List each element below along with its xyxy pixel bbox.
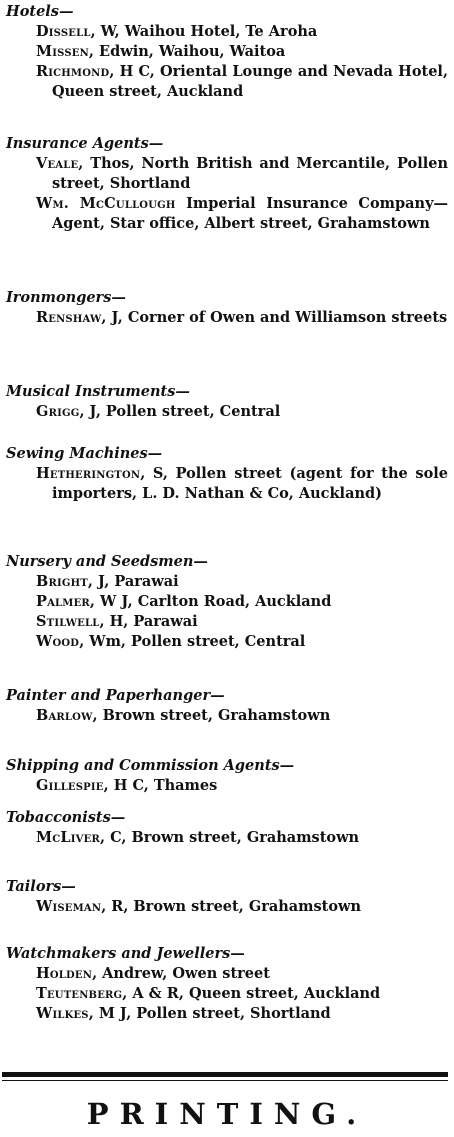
business-details: , Brown street, Grahamstown [92,707,331,724]
listing-entry [12,828,448,848]
business-details: , H C, Thames [103,777,218,794]
section-heading: Tailors— [6,878,76,895]
listing-entry [12,402,448,422]
business-name: Wiseman [36,898,102,915]
business-details: , Thos, North British and Mercantile, Pollen street, Shortland [52,155,448,192]
listing-entry [12,592,448,612]
business-details: , H, Parawai [99,613,198,630]
business-details: , Andrew, Owen street [92,965,270,982]
section-heading: Musical Instruments— [6,383,190,400]
section-heading: Watchmakers and Jewellers— [6,945,245,962]
listing-entry [12,572,448,592]
listing-entry [12,632,448,652]
listing-entry [12,897,448,917]
business-name: Renshaw [36,309,102,326]
section-nursery-seedsmen [6,552,448,652]
listing-entry [12,194,448,234]
business-name: Stilwell [36,613,100,630]
business-details: , Edwin, Waihou, Waitoa [88,43,286,60]
business-details: , Wm, Pollen street, Central [79,633,306,650]
divider-rule-thin [2,1080,448,1081]
section-heading: Insurance Agents— [6,135,164,152]
divider-rule [2,1072,448,1077]
business-name: Wilkes [36,1005,89,1022]
listing-entry [12,984,448,1004]
business-details: , A & R, Queen street, Auckland [122,985,381,1002]
business-details: , C, Brown street, Grahamstown [99,829,360,846]
section-heading: Tobacconists— [6,809,126,826]
listing-entry [12,22,448,42]
business-name: Bright [36,573,88,590]
listing-entry [12,964,448,984]
section-heading: Shipping and Commission Agents— [6,757,295,774]
listing-entry [12,154,448,194]
business-name: Barlow [36,707,93,724]
business-details: Imperial Insurance Company—Agent, Star office, Albert street, Grahamstown [52,195,448,232]
business-name: Wm. McCullough [36,195,176,212]
listing-entry [12,308,448,328]
section-heading: Painter and Paperhanger— [6,687,225,704]
business-details: , W, Waihou Hotel, Te Aroha [90,23,318,40]
business-name: Hetherington [36,465,141,482]
section-heading: Hotels— [6,3,74,20]
business-details: , S, Pollen street (agent for the sole importers, L. D. Nathan & Co, Auckland) [52,465,448,502]
business-details: , M J, Pollen street, Shortland [88,1005,331,1022]
business-name: Teutenberg [36,985,123,1002]
business-name: Missen [36,43,89,60]
listing-entry [12,1004,448,1024]
section-tailors [6,877,448,917]
section-watchmakers [6,944,448,1024]
business-name: McLiver [36,829,100,846]
listing-entry [12,706,448,726]
business-name: Palmer [36,593,90,610]
section-hotels [6,2,448,102]
section-ironmongers [6,288,448,328]
listing-entry [12,62,448,102]
section-shipping [6,756,448,796]
listing-entry [12,42,448,62]
business-name: Dissell [36,23,91,40]
section-heading: Ironmongers— [6,289,126,306]
business-details: , J, Parawai [87,573,179,590]
business-name: Grigg [36,403,80,420]
listing-entry [12,612,448,632]
business-details: , H C, Oriental Lounge and Nevada Hotel, Queen street, Auckland [52,63,448,100]
listing-entry [12,464,448,504]
business-details: , J, Corner of Owen and Williamson streets [101,309,448,326]
section-heading: Nursery and Seedsmen— [6,553,208,570]
business-name: Holden [36,965,93,982]
business-name: Wood [36,633,80,650]
business-name: Veale [36,155,79,172]
business-name: Richmond [36,63,110,80]
footer-title: PRINTING. [86,1097,368,1131]
listing-entry [12,776,448,796]
business-name: Gillespie [36,777,104,794]
business-details: , W J, Carlton Road, Auckland [89,593,332,610]
business-details: , R, Brown street, Grahamstown [101,898,362,915]
section-sewing-machines [6,444,448,504]
section-insurance-agents [6,134,448,234]
section-musical-instruments [6,382,448,422]
section-painter [6,686,448,726]
business-details: , J, Pollen street, Central [79,403,281,420]
section-heading: Sewing Machines— [6,445,163,462]
section-tobacconists [6,808,448,848]
